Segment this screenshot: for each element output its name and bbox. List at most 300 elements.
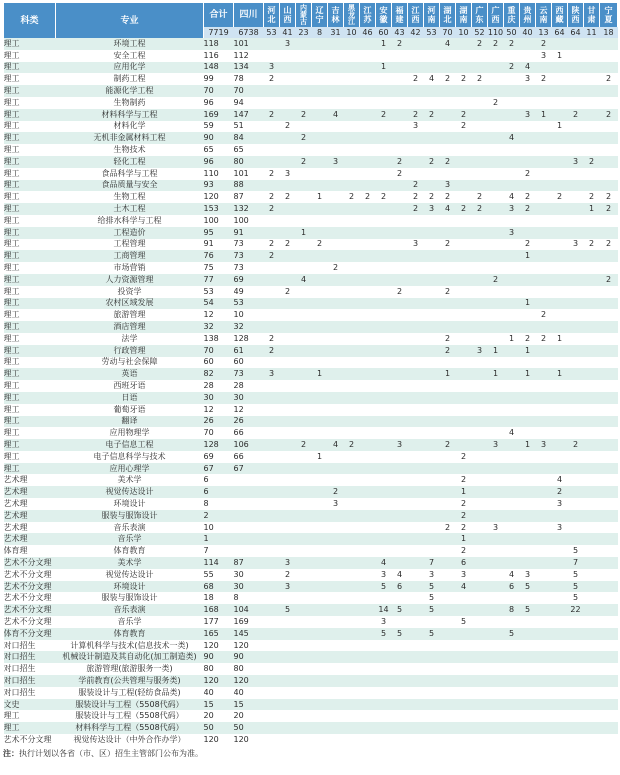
quota-cell: 3 (424, 203, 440, 215)
quota-cell: 5 (376, 581, 392, 593)
quota-cell (392, 616, 408, 628)
quota-cell (440, 144, 456, 156)
quota-cell (456, 298, 472, 310)
quota-cell: 87 (234, 557, 264, 569)
header-province: 辽 宁 (312, 3, 328, 27)
table-row (4, 474, 618, 486)
quota-cell: 120 (234, 640, 264, 652)
quota-cell (568, 392, 584, 404)
quota-cell (376, 286, 392, 298)
total-cell: 7719 (204, 27, 234, 38)
quota-cell: 3 (376, 569, 392, 581)
quota-cell (584, 722, 600, 734)
quota-cell (392, 321, 408, 333)
quota-cell (296, 50, 312, 62)
quota-cell (328, 722, 344, 734)
quota-cell (488, 132, 504, 144)
quota-cell (520, 474, 536, 486)
quota-cell: 132 (234, 203, 264, 215)
quota-cell (456, 427, 472, 439)
quota-cell (424, 132, 440, 144)
quota-cell: 2 (296, 109, 312, 121)
quota-cell (472, 156, 488, 168)
quota-cell (376, 227, 392, 239)
quota-cell (360, 50, 376, 62)
row-total-cell: 95 (204, 227, 234, 239)
table-row (4, 687, 618, 699)
quota-cell (280, 663, 296, 675)
quota-cell (552, 392, 568, 404)
quota-cell (504, 474, 520, 486)
table-row (4, 592, 618, 604)
quota-cell (536, 522, 552, 534)
quota-cell (264, 522, 280, 534)
quota-cell (312, 274, 328, 286)
quota-cell (600, 675, 618, 687)
quota-cell (488, 121, 504, 133)
quota-cell (600, 651, 618, 663)
quota-cell (456, 734, 472, 746)
quota-cell (376, 180, 392, 192)
quota-cell (328, 734, 344, 746)
header-province: 陕 西 (568, 3, 584, 27)
quota-cell: 2 (520, 239, 536, 251)
quota-cell (440, 50, 456, 62)
quota-cell (552, 239, 568, 251)
quota-cell (536, 298, 552, 310)
quota-cell (344, 498, 360, 510)
row-total-cell: 165 (204, 628, 234, 640)
quota-cell (280, 274, 296, 286)
quota-cell (456, 333, 472, 345)
quota-cell (328, 699, 344, 711)
quota-cell: 120 (234, 675, 264, 687)
quota-cell (328, 522, 344, 534)
quota-cell (264, 427, 280, 439)
quota-cell (280, 215, 296, 227)
category-cell: 理工 (4, 62, 56, 74)
quota-cell (504, 404, 520, 416)
quota-cell (376, 640, 392, 652)
major-cell: 环境设计 (56, 498, 204, 510)
quota-cell (392, 345, 408, 357)
quota-cell (440, 321, 456, 333)
quota-cell (552, 144, 568, 156)
quota-cell (408, 227, 424, 239)
quota-cell (392, 687, 408, 699)
quota-cell: 4 (424, 73, 440, 85)
quota-cell (392, 73, 408, 85)
quota-cell: 134 (234, 62, 264, 74)
quota-cell (280, 404, 296, 416)
quota-cell (264, 321, 280, 333)
category-cell: 理工 (4, 392, 56, 404)
quota-cell (296, 357, 312, 369)
quota-cell: 3 (488, 439, 504, 451)
quota-cell (536, 427, 552, 439)
quota-cell (296, 687, 312, 699)
quota-cell (312, 569, 328, 581)
total-cell: 18 (600, 27, 618, 38)
quota-cell (296, 392, 312, 404)
quota-cell (568, 203, 584, 215)
quota-cell (568, 144, 584, 156)
table-row (4, 180, 618, 192)
quota-cell (456, 392, 472, 404)
quota-cell (392, 215, 408, 227)
quota-cell (408, 38, 424, 50)
quota-cell (296, 699, 312, 711)
major-cell: 美术学 (56, 474, 204, 486)
quota-cell (552, 404, 568, 416)
quota-cell (312, 357, 328, 369)
category-cell: 理工 (4, 85, 56, 97)
row-total-cell: 76 (204, 250, 234, 262)
quota-cell (360, 239, 376, 251)
total-cell: 10 (456, 27, 472, 38)
quota-cell (392, 498, 408, 510)
category-cell: 理工 (4, 121, 56, 133)
quota-cell (504, 510, 520, 522)
quota-cell: 90 (234, 651, 264, 663)
quota-cell (424, 97, 440, 109)
quota-cell (264, 722, 280, 734)
quota-cell (280, 734, 296, 746)
quota-cell (360, 616, 376, 628)
row-total-cell: 20 (204, 710, 234, 722)
quota-cell (520, 215, 536, 227)
major-cell: 服装设计与工程(轻纺食品类) (56, 687, 204, 699)
major-cell: 体育教育 (56, 628, 204, 640)
header-province: 贵 州 (520, 3, 536, 27)
quota-cell (296, 286, 312, 298)
quota-cell (520, 97, 536, 109)
quota-cell: 2 (600, 73, 618, 85)
quota-cell (520, 156, 536, 168)
quota-cell: 2 (536, 333, 552, 345)
quota-cell (392, 333, 408, 345)
quota-cell (472, 392, 488, 404)
quota-cell (440, 109, 456, 121)
header-total: 合计 (204, 3, 234, 27)
quota-cell (360, 121, 376, 133)
row-total-cell: 7 (204, 545, 234, 557)
quota-cell (440, 298, 456, 310)
quota-cell (312, 50, 328, 62)
quota-cell (280, 97, 296, 109)
row-total-cell: 153 (204, 203, 234, 215)
quota-cell (296, 616, 312, 628)
quota-cell (552, 616, 568, 628)
quota-cell (536, 569, 552, 581)
quota-cell (552, 416, 568, 428)
quota-cell (408, 722, 424, 734)
quota-cell (520, 227, 536, 239)
quota-cell (344, 651, 360, 663)
quota-cell (520, 675, 536, 687)
quota-cell (552, 439, 568, 451)
quota-cell (520, 121, 536, 133)
quota-cell: 2 (264, 345, 280, 357)
quota-cell (424, 710, 440, 722)
quota-cell (536, 533, 552, 545)
quota-cell: 2 (488, 274, 504, 286)
quota-cell: 3 (568, 239, 584, 251)
quota-cell (296, 239, 312, 251)
quota-cell (488, 451, 504, 463)
quota-cell (536, 239, 552, 251)
quota-cell (328, 510, 344, 522)
quota-cell (264, 451, 280, 463)
quota-cell (360, 486, 376, 498)
quota-cell (520, 451, 536, 463)
quota-cell (536, 357, 552, 369)
quota-cell (536, 392, 552, 404)
quota-cell: 2 (280, 239, 296, 251)
quota-cell: 128 (234, 333, 264, 345)
quota-cell (440, 640, 456, 652)
quota-cell (376, 687, 392, 699)
quota-cell (312, 168, 328, 180)
row-total-cell: 77 (204, 274, 234, 286)
quota-cell (234, 510, 264, 522)
quota-cell (424, 309, 440, 321)
quota-cell (536, 557, 552, 569)
quota-cell: 1 (440, 368, 456, 380)
quota-cell (440, 592, 456, 604)
quota-cell (360, 451, 376, 463)
quota-cell: 2 (456, 545, 472, 557)
quota-cell (552, 357, 568, 369)
quota-cell (424, 687, 440, 699)
quota-cell (280, 132, 296, 144)
quota-cell (424, 416, 440, 428)
quota-cell: 1 (312, 451, 328, 463)
quota-cell: 3 (392, 439, 408, 451)
quota-cell (520, 85, 536, 97)
quota-cell (328, 286, 344, 298)
quota-cell (424, 463, 440, 475)
quota-cell (488, 250, 504, 262)
quota-cell (296, 604, 312, 616)
quota-cell (504, 640, 520, 652)
quota-cell (488, 416, 504, 428)
plan-table-body (4, 38, 618, 746)
quota-cell (312, 227, 328, 239)
quota-cell (456, 416, 472, 428)
quota-cell (344, 628, 360, 640)
row-total-cell: 12 (204, 309, 234, 321)
quota-cell (440, 132, 456, 144)
quota-cell: 5 (456, 616, 472, 628)
table-row (4, 298, 618, 310)
quota-cell: 4 (296, 274, 312, 286)
quota-cell (488, 404, 504, 416)
category-cell: 理工 (4, 274, 56, 286)
category-cell: 理工 (4, 333, 56, 345)
major-cell: 音乐表演 (56, 604, 204, 616)
quota-cell: 3 (408, 239, 424, 251)
quota-cell: 73 (234, 250, 264, 262)
quota-cell (472, 557, 488, 569)
quota-cell (584, 533, 600, 545)
quota-cell (456, 250, 472, 262)
major-cell: 英语 (56, 368, 204, 380)
quota-cell (328, 463, 344, 475)
quota-cell (456, 168, 472, 180)
quota-cell (488, 569, 504, 581)
quota-cell: 5 (424, 604, 440, 616)
quota-cell (440, 486, 456, 498)
quota-cell (344, 180, 360, 192)
quota-cell (376, 699, 392, 711)
quota-cell (472, 180, 488, 192)
quota-cell: 3 (280, 38, 296, 50)
quota-cell: 73 (234, 368, 264, 380)
row-total-cell: 82 (204, 368, 234, 380)
quota-cell (360, 463, 376, 475)
quota-cell (456, 50, 472, 62)
quota-cell (488, 203, 504, 215)
quota-cell (344, 557, 360, 569)
quota-cell (376, 416, 392, 428)
quota-cell: 2 (568, 109, 584, 121)
major-cell: 安全工程 (56, 50, 204, 62)
quota-cell (552, 651, 568, 663)
quota-cell: 22 (568, 604, 584, 616)
category-cell: 理工 (4, 368, 56, 380)
quota-cell (488, 50, 504, 62)
quota-cell (280, 333, 296, 345)
quota-cell (584, 97, 600, 109)
quota-cell (392, 62, 408, 74)
quota-cell (360, 416, 376, 428)
quota-cell (424, 262, 440, 274)
table-row (4, 132, 618, 144)
row-total-cell: 96 (204, 97, 234, 109)
quota-cell (360, 180, 376, 192)
quota-cell (536, 651, 552, 663)
quota-cell: 2 (280, 569, 296, 581)
quota-cell (504, 239, 520, 251)
quota-cell (328, 628, 344, 640)
quota-cell (280, 699, 296, 711)
quota-cell (344, 640, 360, 652)
quota-cell (520, 427, 536, 439)
quota-cell: 1 (376, 62, 392, 74)
quota-cell (568, 97, 584, 109)
major-cell: 音乐学 (56, 616, 204, 628)
table-row (4, 557, 618, 569)
quota-cell (344, 592, 360, 604)
quota-cell (408, 510, 424, 522)
quota-cell (568, 474, 584, 486)
quota-cell (456, 604, 472, 616)
quota-cell (344, 427, 360, 439)
quota-cell (376, 734, 392, 746)
quota-cell (376, 274, 392, 286)
quota-cell (584, 109, 600, 121)
quota-cell (328, 274, 344, 286)
quota-cell: 2 (296, 439, 312, 451)
quota-cell (552, 663, 568, 675)
quota-cell (536, 156, 552, 168)
quota-cell (440, 557, 456, 569)
category-cell: 理工 (4, 321, 56, 333)
quota-cell (408, 333, 424, 345)
quota-cell: 5 (504, 628, 520, 640)
quota-cell (312, 486, 328, 498)
quota-cell (456, 286, 472, 298)
quota-cell (376, 215, 392, 227)
quota-cell (312, 557, 328, 569)
quota-cell (568, 50, 584, 62)
quota-cell: 3 (280, 168, 296, 180)
quota-cell (472, 451, 488, 463)
quota-cell (424, 651, 440, 663)
category-cell: 理工 (4, 286, 56, 298)
quota-cell (264, 416, 280, 428)
quota-cell (360, 592, 376, 604)
major-cell: 音乐表演 (56, 522, 204, 534)
quota-cell (280, 180, 296, 192)
quota-cell: 1 (504, 333, 520, 345)
quota-cell (504, 97, 520, 109)
quota-cell: 2 (536, 73, 552, 85)
quota-cell (472, 250, 488, 262)
quota-cell (408, 569, 424, 581)
quota-cell (328, 97, 344, 109)
quota-cell: 2 (472, 73, 488, 85)
quota-cell (376, 144, 392, 156)
major-cell: 服装与服饰设计 (56, 592, 204, 604)
quota-cell (600, 569, 618, 581)
quota-cell (296, 628, 312, 640)
quota-cell (344, 604, 360, 616)
quota-cell (520, 640, 536, 652)
quota-cell (440, 734, 456, 746)
quota-cell (280, 522, 296, 534)
quota-cell (280, 463, 296, 475)
quota-cell (408, 62, 424, 74)
major-cell: 生物制药 (56, 97, 204, 109)
quota-cell (344, 333, 360, 345)
quota-cell (408, 687, 424, 699)
quota-cell (552, 533, 568, 545)
table-row (4, 439, 618, 451)
table-row (4, 451, 618, 463)
quota-cell (504, 710, 520, 722)
quota-cell: 2 (568, 439, 584, 451)
quota-cell (376, 97, 392, 109)
quota-cell (280, 73, 296, 85)
quota-cell (600, 250, 618, 262)
quota-cell (234, 474, 264, 486)
header-province: 重 庆 (504, 3, 520, 27)
quota-cell (280, 227, 296, 239)
quota-cell (584, 62, 600, 74)
quota-cell: 1 (312, 191, 328, 203)
quota-cell (376, 545, 392, 557)
quota-cell (280, 357, 296, 369)
quota-cell (280, 675, 296, 687)
quota-cell: 5 (568, 581, 584, 593)
quota-cell (264, 651, 280, 663)
quota-cell: 6 (392, 581, 408, 593)
quota-cell (488, 333, 504, 345)
quota-cell (552, 97, 568, 109)
quota-cell: 2 (456, 203, 472, 215)
